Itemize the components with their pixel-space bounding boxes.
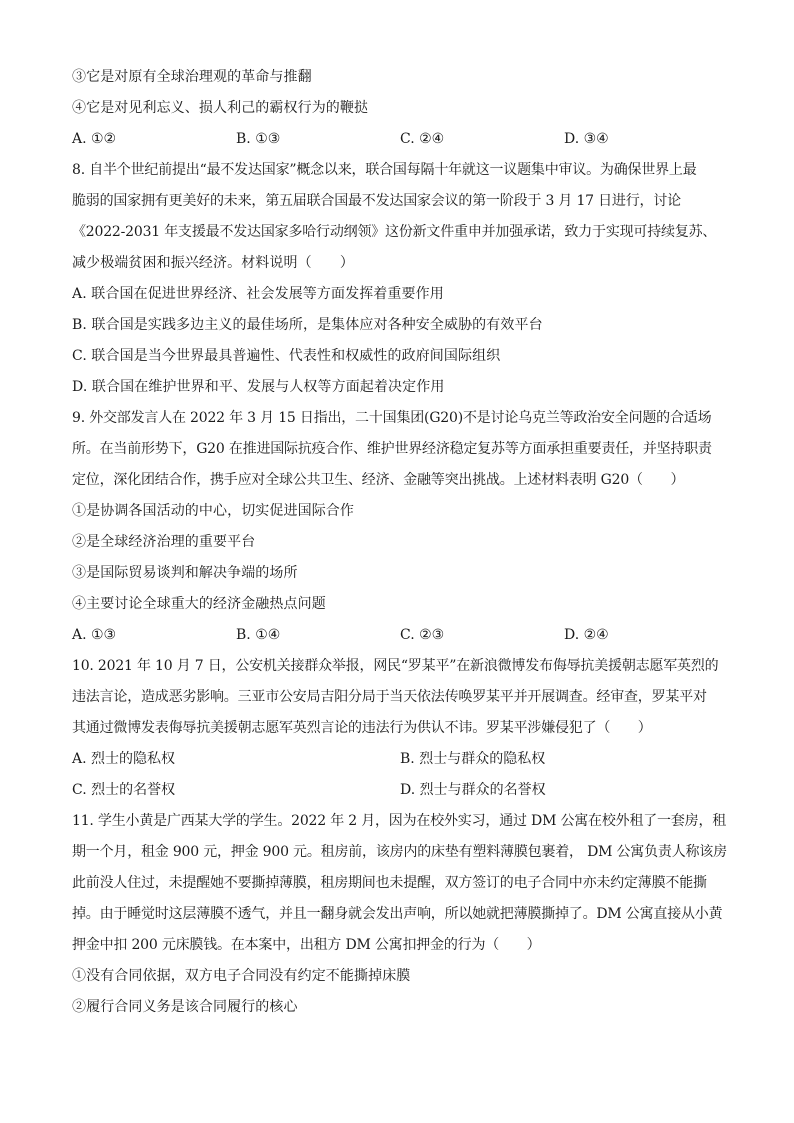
q9-stem-line-3: 定位，深化团结合作，携手应对全球公共卫生、经济、金融等突出挑战。上述材料表明 G20（ ） — [72, 472, 685, 488]
q10-option-a: A. 烈士的隐私权 — [72, 751, 176, 767]
q7-statement-4: ④它是对见利忘义、损人利己的霸权行为的鞭挞 — [72, 100, 369, 116]
q10-stem-line-3: 其通过微博发表侮辱抗美援朝志愿军英烈言论的违法行为供认不讳。罗某平涉嫌侵犯了（ ） — [72, 720, 652, 736]
q9-option-d: D. ②④ — [564, 627, 609, 643]
q8-option-c: C. 联合国是当今世界最具普遍性、代表性和权威性的政府间国际组织 — [72, 348, 501, 364]
q9-statement-2: ②是全球经济治理的重要平台 — [72, 534, 256, 550]
q9-option-a: A. ①③ — [72, 627, 117, 643]
q8-option-b: B. 联合国是实践多边主义的最佳场所，是集体应对各种安全威胁的有效平台 — [72, 317, 543, 333]
q9-statement-4: ④主要讨论全球重大的经济金融热点问题 — [72, 596, 326, 612]
q9-statement-1: ①是协调各国活动的中心，切实促进国际合作 — [72, 503, 354, 519]
q8-stem-line-1: 8. 自半个世纪前提出“最不发达国家”概念以来，联合国每隔十年就这一议题集中审议。为确保世界上最 — [72, 162, 697, 178]
q7-options — [72, 124, 728, 155]
q9-option-b: B. ①④ — [236, 627, 281, 643]
q10-options-row-2 — [72, 775, 728, 806]
q9-statement-3: ③是国际贸易谈判和解决争端的场所 — [72, 565, 298, 581]
q10-stem-line-2: 违法言论，造成恶劣影响。三亚市公安局吉阳分局于当天依法传唤罗某平并开展调查。经审查，罗某平对 — [72, 689, 707, 705]
q7-statement-3: ③它是对原有全球治理观的革命与推翻 — [72, 69, 312, 85]
q11-stem-line-5: 押金中扣 200 元床膜钱。在本案中，出租方 DM 公寓扣押金的行为（ ） — [72, 937, 541, 953]
q10-option-c: C. 烈士的名誉权 — [72, 782, 176, 798]
q7-option-b: B. ①③ — [236, 131, 281, 147]
q8-option-a: A. 联合国在促进世界经济、社会发展等方面发挥着重要作用 — [72, 286, 444, 302]
q10-stem-line-1: 10. 2021 年 10 月 7 日，公安机关接群众举报，网民“罗某平”在新浪微博发布侮辱抗美援朝志愿军英烈的 — [72, 658, 719, 674]
q8-stem-line-3: 《2022-2031 年支援最不发达国家多哈行动纲领》这份新文件重申并加强承诺，致力于实现可持续复苏、 — [72, 224, 717, 240]
q9-stem-line-1: 9. 外交部发言人在 2022 年 3 月 15 日指出，二十国集团(G20)不是讨论乌克兰等政治安全问题的合适场 — [72, 410, 712, 426]
q10-option-d: D. 烈士与群众的名誉权 — [400, 782, 546, 798]
q7-option-c: C. ②④ — [400, 131, 445, 147]
q11-stem-line-1: 11. 学生小黄是广西某大学的学生。2022 年 2 月，因为在校外实习，通过 DM 公寓在校外租了一套房，租 — [72, 813, 727, 829]
q8-option-d: D. 联合国在维护世界和平、发展与人权等方面起着决定作用 — [72, 379, 445, 395]
q9-stem-line-2: 所。在当前形势下，G20 在推进国际抗疫合作、维护世界经济稳定复苏等方面承担重要责任，并坚持职责 — [72, 441, 712, 457]
q8-stem-line-2: 脆弱的国家拥有更美好的未来，第五届联合国最不发达国家会议的第一阶段于 3 月 17 日进行，讨论 — [72, 193, 681, 209]
q7-option-a: A. ①② — [72, 131, 117, 147]
q11-stem-line-2: 期一个月，租金 900 元，押金 900 元。租房前，该房内的床垫有塑料薄膜包裹着， DM 公寓负责人称该房 — [72, 844, 727, 860]
q10-options-row-1 — [72, 744, 728, 775]
exam-page — [72, 62, 728, 1023]
q9-options — [72, 620, 728, 651]
q7-option-d: D. ③④ — [564, 131, 609, 147]
q9-option-c: C. ②③ — [400, 627, 445, 643]
q11-statement-2: ②履行合同义务是该合同履行的核心 — [72, 999, 298, 1015]
q11-stem-line-4: 掉。由于睡觉时这层薄膜不透气，并且一翻身就会发出声响，所以她就把薄膜撕掉了。DM 公寓直接从小黄 — [72, 906, 723, 922]
q8-stem-line-4: 减少极端贫困和振兴经济。材料说明（ ） — [72, 255, 354, 271]
q10-option-b: B. 烈士与群众的隐私权 — [400, 751, 546, 767]
q11-statement-1: ①没有合同依据，双方电子合同没有约定不能撕掉床膜 — [72, 968, 411, 984]
q11-stem-line-3: 此前没人住过，未提醒她不要撕掉薄膜，租房期间也未提醒，双方签订的电子合同中亦未约定薄膜不能撕 — [72, 875, 707, 891]
